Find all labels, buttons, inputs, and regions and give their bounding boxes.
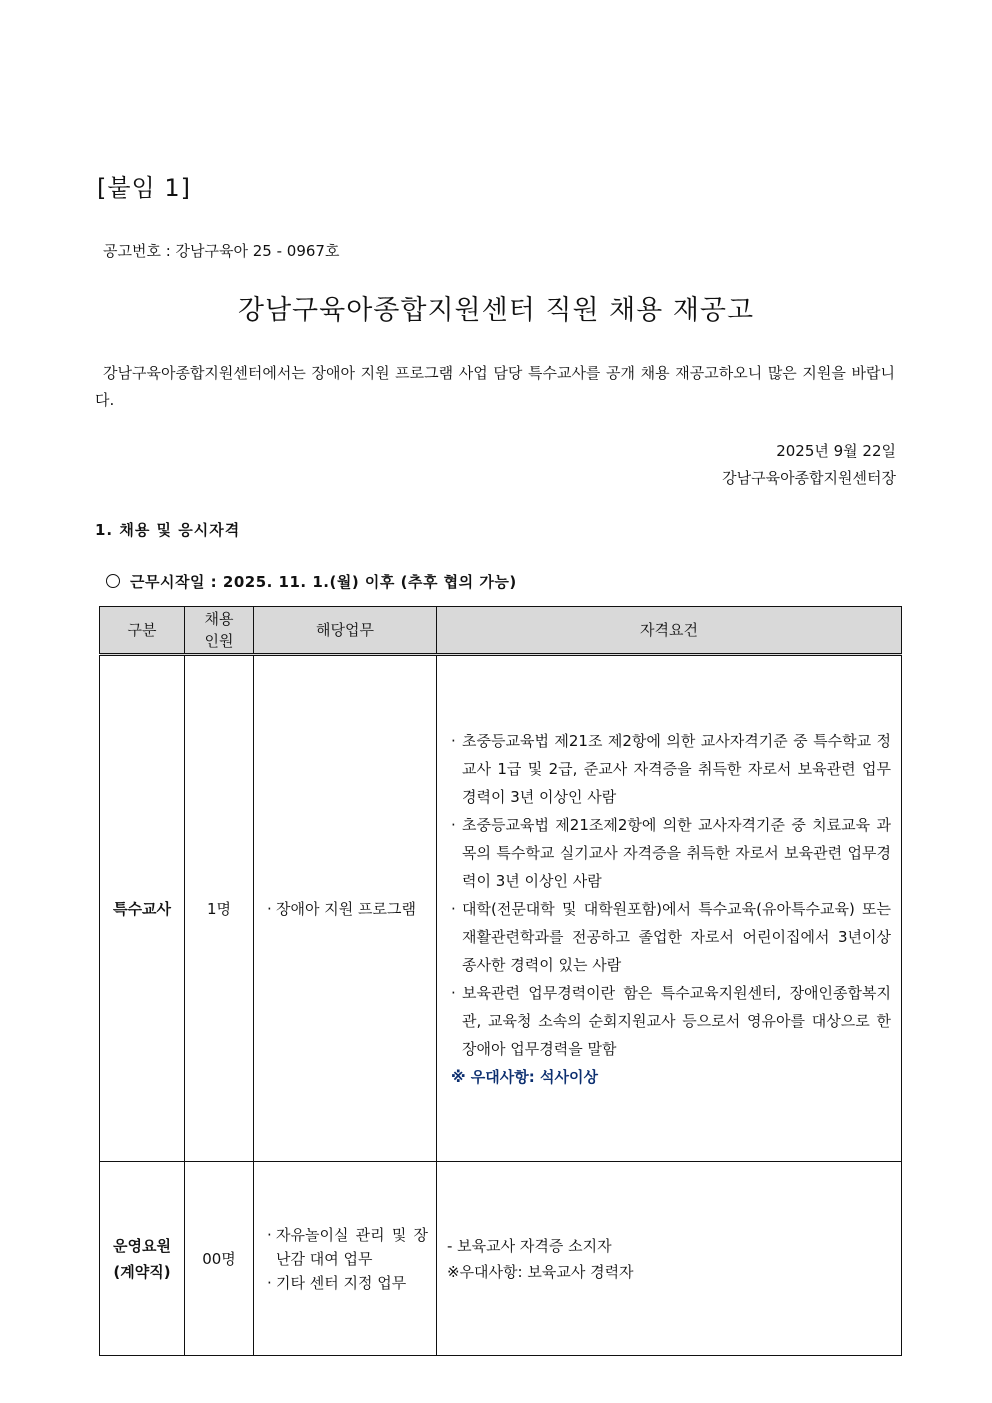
intro-text: 강남구육아종합지원센터에서는 장애아 지원 프로그램 사업 담당 특수교사를 공개 채용 재공고하오니 많은 지원을 바랍니다. bbox=[95, 364, 895, 409]
header-headcount-line1: 채용 bbox=[204, 610, 234, 628]
duty-item: · 장애아 지원 프로그램 bbox=[276, 897, 428, 921]
preference-note: ※우대사항: 보육교사 경력자 bbox=[447, 1262, 634, 1281]
headcount-cell: 1명 bbox=[185, 655, 254, 1162]
table-row bbox=[100, 655, 902, 1162]
category-line2: (계약직) bbox=[113, 1262, 171, 1281]
headcount-cell: 00명 bbox=[185, 1162, 254, 1356]
start-date-line bbox=[106, 571, 517, 592]
notice-number: 공고번호 : 강남구육아 25 - 0967호 bbox=[103, 242, 340, 260]
duty-item: · 자유놀이실 관리 및 장난감 대여 업무 bbox=[276, 1223, 428, 1271]
preference-note: ※ 우대사항: 석사이상 bbox=[451, 1067, 598, 1086]
category-line1: 운영요원 bbox=[113, 1236, 171, 1255]
requirement-item: · 초중등교육법 제21조제2항에 의한 교사자격기준 중 치료교육 과목의 특수학교 실기교사 자격증을 취득한 자로서 보육관련 업무경력이 3년 이상인 사람 bbox=[451, 811, 891, 895]
table-row bbox=[100, 1162, 902, 1356]
header-headcount-line2: 인원 bbox=[204, 632, 234, 650]
page-title: 강남구육아종합지원센터 직원 채용 재공고 bbox=[237, 295, 755, 326]
signer: 강남구육아종합지원센터장 bbox=[722, 469, 896, 487]
header-requirements: 자격요건 bbox=[437, 607, 902, 655]
recruitment-table bbox=[99, 606, 902, 1356]
section-heading: 1. 채용 및 응시자격 bbox=[95, 521, 241, 539]
header-category: 구분 bbox=[100, 607, 185, 655]
duty-cell bbox=[254, 1162, 437, 1356]
requirement-item: · 대학(전문대학 및 대학원포함)에서 특수교육(유아특수교육) 또는 재활관련학과를 전공하고 졸업한 자로서 어린이집에서 3년이상 종사한 경력이 있는 사람 bbox=[451, 895, 891, 979]
duty-item: · 기타 센터 지정 업무 bbox=[276, 1271, 428, 1295]
intro-paragraph bbox=[95, 360, 895, 414]
requirements-cell bbox=[437, 655, 902, 1162]
circle-bullet-icon bbox=[106, 574, 120, 588]
requirement-item: - 보육교사 자격증 소지자 bbox=[447, 1236, 612, 1255]
header-duty: 해당업무 bbox=[254, 607, 437, 655]
duty-cell bbox=[254, 655, 437, 1162]
category-cell: 특수교사 bbox=[100, 655, 185, 1162]
requirement-item: · 초중등교육법 제21조 제2항에 의한 교사자격기준 중 특수학교 정교사 1급 및 2급, 준교사 자격증을 취득한 자로서 보육관련 업무경력이 3년 이상인 사람 bbox=[451, 727, 891, 811]
category-cell bbox=[100, 1162, 185, 1356]
start-date-text: 근무시작일 : 2025. 11. 1.(월) 이후 (추후 협의 가능) bbox=[130, 573, 517, 591]
attachment-label: [붙임 1] bbox=[97, 174, 191, 202]
header-headcount bbox=[185, 607, 254, 655]
table-header-row bbox=[100, 607, 902, 655]
requirement-item: · 보육관련 업무경력이란 함은 특수교육지원센터, 장애인종합복지관, 교육청 소속의 순회지원교사 등으로서 영유아를 대상으로 한 장애아 업무경력을 말함 bbox=[451, 979, 891, 1063]
notice-date: 2025년 9월 22일 bbox=[776, 442, 896, 460]
requirements-cell bbox=[437, 1162, 902, 1356]
